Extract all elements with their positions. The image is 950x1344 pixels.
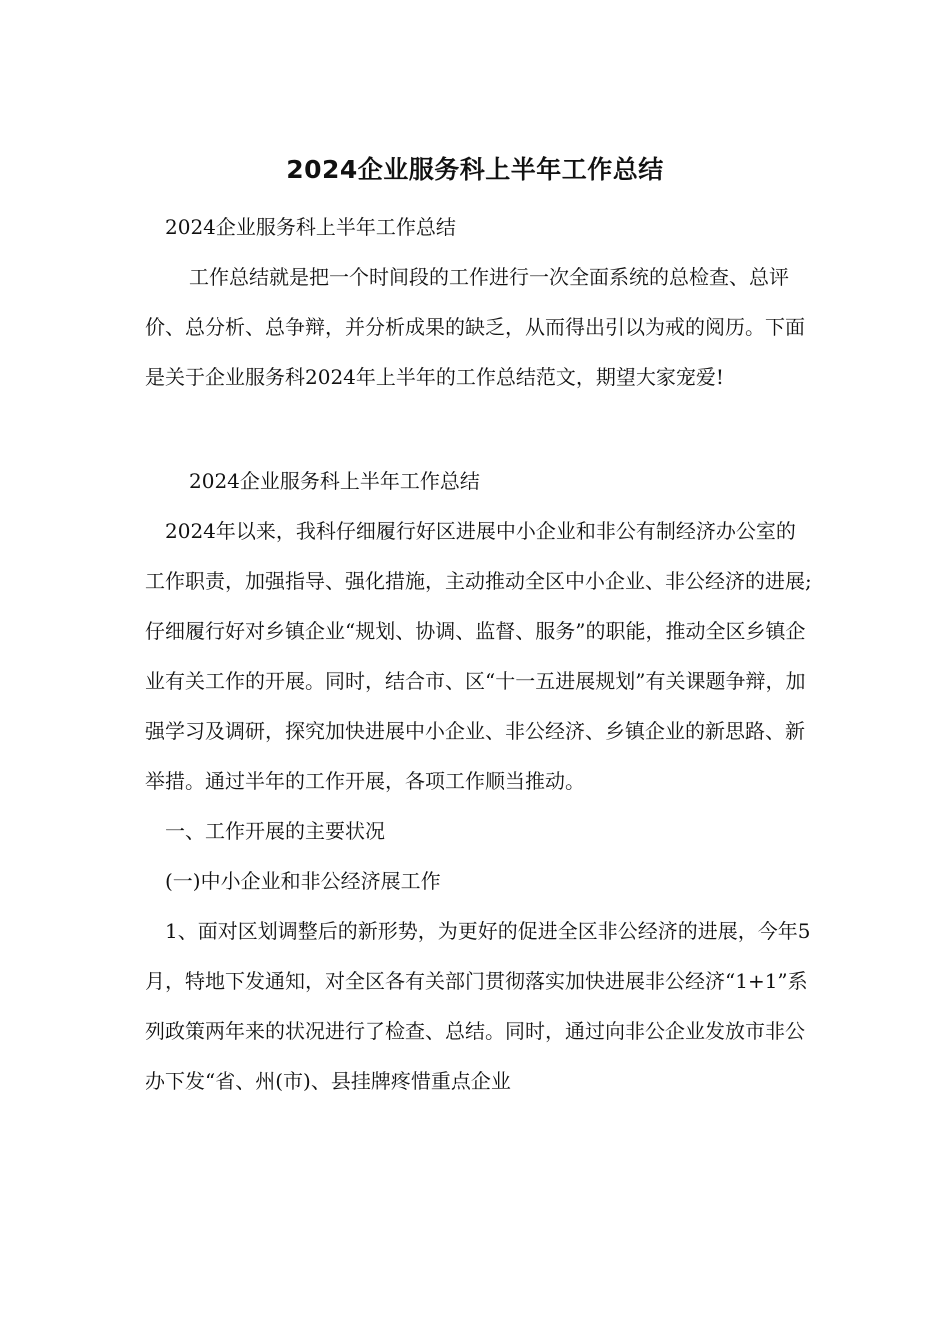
intro-paragraph: 工作总结就是把一个时间段的工作进行一次全面系统的总检查、总评价、总分析、总争辩，并分析成果的缺乏，从而得出引以为戒的阅历。下面是关于企业服务科2024年上半年的工作总结范文，期望大家宠爱! bbox=[145, 265, 805, 389]
section-heading: 一、工作开展的主要状况 bbox=[165, 819, 385, 843]
body-paragraph-2: 1、面对区划调整后的新形势，为更好的促进全区非公经济的进展，今年5月，特地下发通知，对全区各有关部门贯彻落实加快进展非公经济“1+1”系列政策两年来的状况进行了检查、总结。同时，通过向非公企业发放市非公办下发“省、州(市)、县挂牌疼惜重点企业 bbox=[145, 919, 811, 1093]
document-title: 2024企业服务科上半年工作总结 bbox=[286, 155, 664, 184]
document-body bbox=[145, 202, 813, 1106]
subsection-heading: (一)中小企业和非公经济展工作 bbox=[165, 869, 441, 893]
body-paragraph-1: 2024年以来，我科仔细履行好区进展中小企业和非公有制经济办公室的工作职责，加强指导、强化措施，主动推动全区中小企业、非公经济的进展;仔细履行好对乡镇企业“规划、协调、监督、服务”的职能，推动全区乡镇企业有关工作的开展。同时，结合市、区“十一五进展规划”有关课题争辩，加强学习及调研，探究加快进展中小企业、非公经济、乡镇企业的新思路、新举措。通过半年的工作开展，各项工作顺当推动。 bbox=[145, 519, 812, 793]
paragraph-gap bbox=[145, 402, 813, 456]
subtitle-paragraph-2: 2024企业服务科上半年工作总结 bbox=[189, 469, 480, 493]
subtitle-paragraph: 2024企业服务科上半年工作总结 bbox=[165, 215, 456, 239]
